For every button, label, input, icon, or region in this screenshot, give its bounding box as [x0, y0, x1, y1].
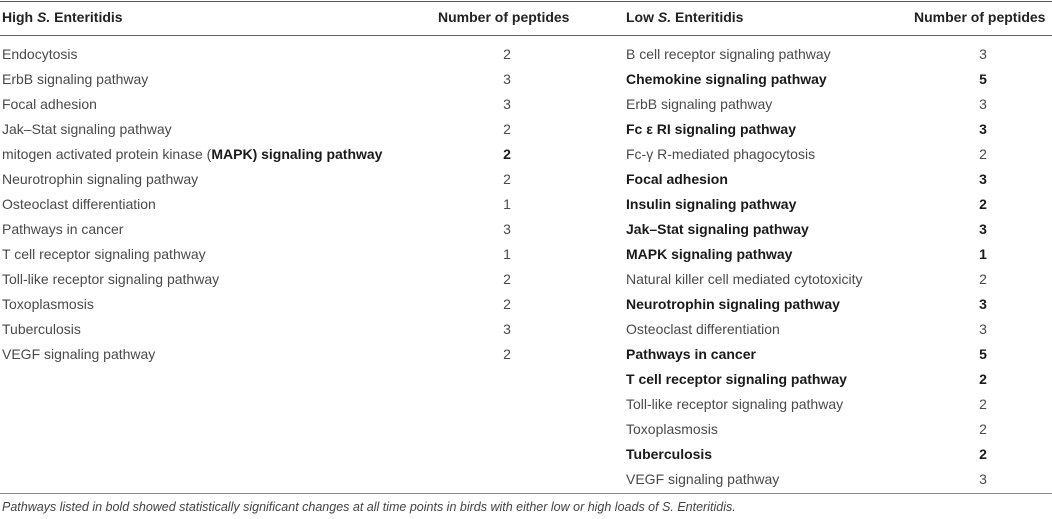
table-row	[626, 242, 1052, 267]
pathway-name: Focal adhesion	[626, 171, 728, 187]
pathway-name: Osteoclast differentiation	[626, 321, 780, 337]
table-row	[2, 167, 522, 192]
pathway-name: B cell receptor signaling pathway	[626, 46, 831, 62]
peptide-count: 2	[503, 346, 511, 362]
table-row	[626, 142, 1052, 167]
top-rule	[0, 1, 1052, 2]
low-load-column	[626, 42, 1052, 492]
pathway-name: Pathways in cancer	[2, 221, 124, 237]
pathway-name: Neurotrophin signaling pathway	[626, 296, 840, 312]
peptide-count: 2	[979, 271, 987, 287]
peptide-count: 3	[503, 71, 511, 87]
table-row	[626, 192, 1052, 217]
table-row	[626, 42, 1052, 67]
peptide-count: 2	[503, 121, 511, 137]
peptide-count: 2	[503, 296, 511, 312]
table-row	[626, 67, 1052, 92]
pathway-name: Jak–Stat signaling pathway	[626, 221, 809, 237]
table-row	[2, 242, 522, 267]
peptide-count: 3	[979, 171, 987, 187]
peptide-count: 2	[979, 196, 987, 212]
pathway-name: Tuberculosis	[2, 321, 81, 337]
pathway-name: Jak–Stat signaling pathway	[2, 121, 172, 137]
peptide-count: 5	[979, 71, 987, 87]
pathway-name: Fc-γ R-mediated phagocytosis	[626, 146, 816, 162]
peptide-count: 2	[979, 396, 987, 412]
table-row	[626, 92, 1052, 117]
pathway-name: Insulin signaling pathway	[626, 196, 797, 212]
peptide-count: 3	[503, 221, 511, 237]
table-row	[626, 267, 1052, 292]
table-row	[626, 367, 1052, 392]
header-rule	[0, 35, 1052, 36]
pathway-name: Pathways in cancer	[626, 346, 756, 362]
table-row	[2, 192, 522, 217]
table-row	[626, 217, 1052, 242]
peptide-count: 2	[979, 146, 987, 162]
table-row	[626, 292, 1052, 317]
peptide-count: 3	[979, 46, 987, 62]
table-footnote: Pathways listed in bold showed statistically significant changes at all time points in birds with either low or high loads of S. Enteritidis.	[2, 500, 736, 514]
table-row	[2, 317, 522, 342]
pathway-name: Osteoclast differentiation	[2, 196, 156, 212]
table-row	[2, 217, 522, 242]
right-count-header: Number of peptides	[914, 9, 1046, 25]
peptide-count: 2	[979, 421, 987, 437]
table-row	[626, 417, 1052, 442]
peptide-count: 3	[503, 96, 511, 112]
table-row	[2, 117, 522, 142]
peptide-count: 2	[503, 271, 511, 287]
table-row	[2, 142, 522, 167]
peptide-count: 3	[979, 221, 987, 237]
peptide-count: 2	[503, 171, 511, 187]
peptide-count: 3	[503, 321, 511, 337]
bottom-rule	[0, 493, 1052, 494]
peptide-count: 1	[979, 246, 987, 262]
pathway-name: VEGF signaling pathway	[2, 346, 156, 362]
table-row	[2, 42, 522, 67]
peptide-count: 3	[979, 96, 987, 112]
table-row	[2, 267, 522, 292]
pathway-name: Tuberculosis	[626, 446, 713, 462]
pathway-name: Fc ε RI signaling pathway	[626, 121, 797, 137]
pathway-name: mitogen activated protein kinase (MAPK) signaling pathway	[2, 146, 383, 162]
right-group-header: Low S. Enteritidis	[626, 9, 744, 25]
table-row	[626, 392, 1052, 417]
pathway-name: T cell receptor signaling pathway	[626, 371, 847, 387]
peptide-count: 3	[979, 121, 987, 137]
pathway-name: Neurotrophin signaling pathway	[2, 171, 199, 187]
table-row	[2, 342, 522, 367]
pathway-name: ErbB signaling pathway	[626, 96, 773, 112]
pathway-name: MAPK signaling pathway	[626, 246, 793, 262]
peptide-count: 1	[503, 196, 511, 212]
peptide-count: 5	[979, 346, 987, 362]
pathway-name: Natural killer cell mediated cytotoxicity	[626, 271, 863, 287]
pathway-name: Toll-like receptor signaling pathway	[626, 396, 844, 412]
pathway-name: Chemokine signaling pathway	[626, 71, 827, 87]
table-row	[2, 67, 522, 92]
pathway-name: Toxoplasmosis	[626, 421, 718, 437]
pathway-name: Endocytosis	[2, 46, 78, 62]
pathway-name: ErbB signaling pathway	[2, 71, 149, 87]
pathway-name: VEGF signaling pathway	[626, 471, 780, 487]
table-row	[626, 317, 1052, 342]
table-row	[626, 167, 1052, 192]
table-row	[2, 92, 522, 117]
peptide-count: 2	[503, 146, 511, 162]
peptide-count: 3	[979, 321, 987, 337]
peptide-count: 2	[503, 46, 511, 62]
peptide-count: 1	[503, 246, 511, 262]
pathway-name: Toll-like receptor signaling pathway	[2, 271, 220, 287]
table-row	[626, 342, 1052, 367]
peptide-count: 2	[979, 371, 987, 387]
peptide-count: 2	[979, 446, 987, 462]
high-load-column	[2, 42, 522, 367]
pathway-name: T cell receptor signaling pathway	[2, 246, 206, 262]
table-row	[626, 442, 1052, 467]
pathway-name: Toxoplasmosis	[2, 296, 94, 312]
table-row	[626, 117, 1052, 142]
left-group-header: High S. Enteritidis	[2, 9, 123, 25]
pathway-name: Focal adhesion	[2, 96, 97, 112]
peptide-count: 3	[979, 296, 987, 312]
left-count-header: Number of peptides	[438, 9, 570, 25]
peptide-count: 3	[979, 471, 987, 487]
table-row	[2, 292, 522, 317]
table-row	[626, 467, 1052, 492]
